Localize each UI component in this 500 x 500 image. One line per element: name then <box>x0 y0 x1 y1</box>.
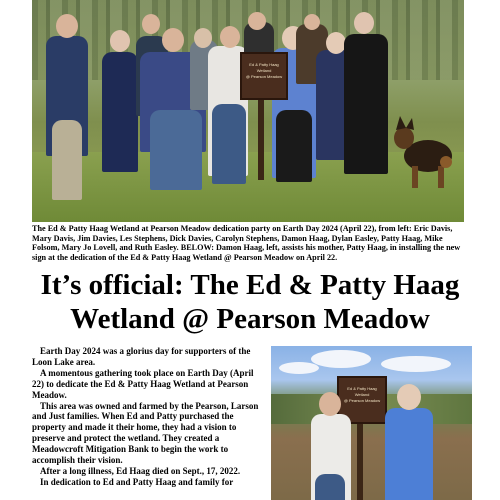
article-paragraph: This area was owned and farmed by the Pearson, Larson and Just families. When Ed and Patty purchased the property and made it their home, they had a vision to preserve and protect the wetland. They created a Meadowcroft Mitigation Bank to begin the work to accomplish their vision. <box>32 400 259 466</box>
sign-line-1: Ed & Patty Haag <box>249 62 279 67</box>
group-photo <box>32 0 464 222</box>
sign-post <box>258 100 264 180</box>
article-body <box>32 346 264 488</box>
article-paragraph: Earth Day 2024 was a glorius day for supporters of the Loon Lake area. <box>32 346 251 367</box>
sign-line-2: Wetland <box>256 68 272 73</box>
person-patty-haag <box>385 408 433 500</box>
person-mary-davis <box>102 52 138 172</box>
photo-caption: The Ed & Patty Haag Wetland at Pearson Meadow dedication party on Earth Day 2024 (April 22), from left: Eric Davis, Mary Davis, Jim Davies, Les Stephens, Dick Davies, Carolyn Stephens, Damon Haag, Dylan Easley, Patty Haag, Mike Folsom, Mary Jo Lovell, and Ruth Easley. BELOW: Damon Haag, left, assists his mother, Patty Haag, in installing the new sign at the dedication of the Ed & Patty Haag Wetland @ Pearson Meadow on April 22. <box>32 224 461 262</box>
cloud <box>381 356 451 372</box>
sign-post <box>357 420 363 500</box>
article-paragraph: After a long illness, Ed Haag died on Sept., 17, 2022. <box>40 465 241 476</box>
person-ruth-easley <box>344 34 388 174</box>
sign-line-3: @ Pearson Meadow <box>245 74 283 79</box>
headline-line-2: Wetland @ Pearson Meadow <box>70 303 430 335</box>
article-paragraph: A momentous gathering took place on Earth Day (April 22) to dedicate the Ed & Patty Haag Wetland at Pearson Meadow. <box>32 367 254 400</box>
sign-line-1: Ed & Patty Haag <box>347 386 377 391</box>
article-paragraph: In dedication to Ed and Patty Haag and family for <box>40 476 234 487</box>
cloud <box>279 362 319 374</box>
dog <box>386 112 462 192</box>
wetland-sign <box>240 52 288 100</box>
sign-line-2: Wetland <box>354 392 370 397</box>
headline <box>0 268 500 336</box>
headline-line-1: It’s official: The Ed & Patty Haag <box>40 269 460 301</box>
sign-line-3: @ Pearson Meadow <box>343 398 381 403</box>
sign-installation-photo <box>271 346 472 500</box>
cloud <box>311 350 371 368</box>
